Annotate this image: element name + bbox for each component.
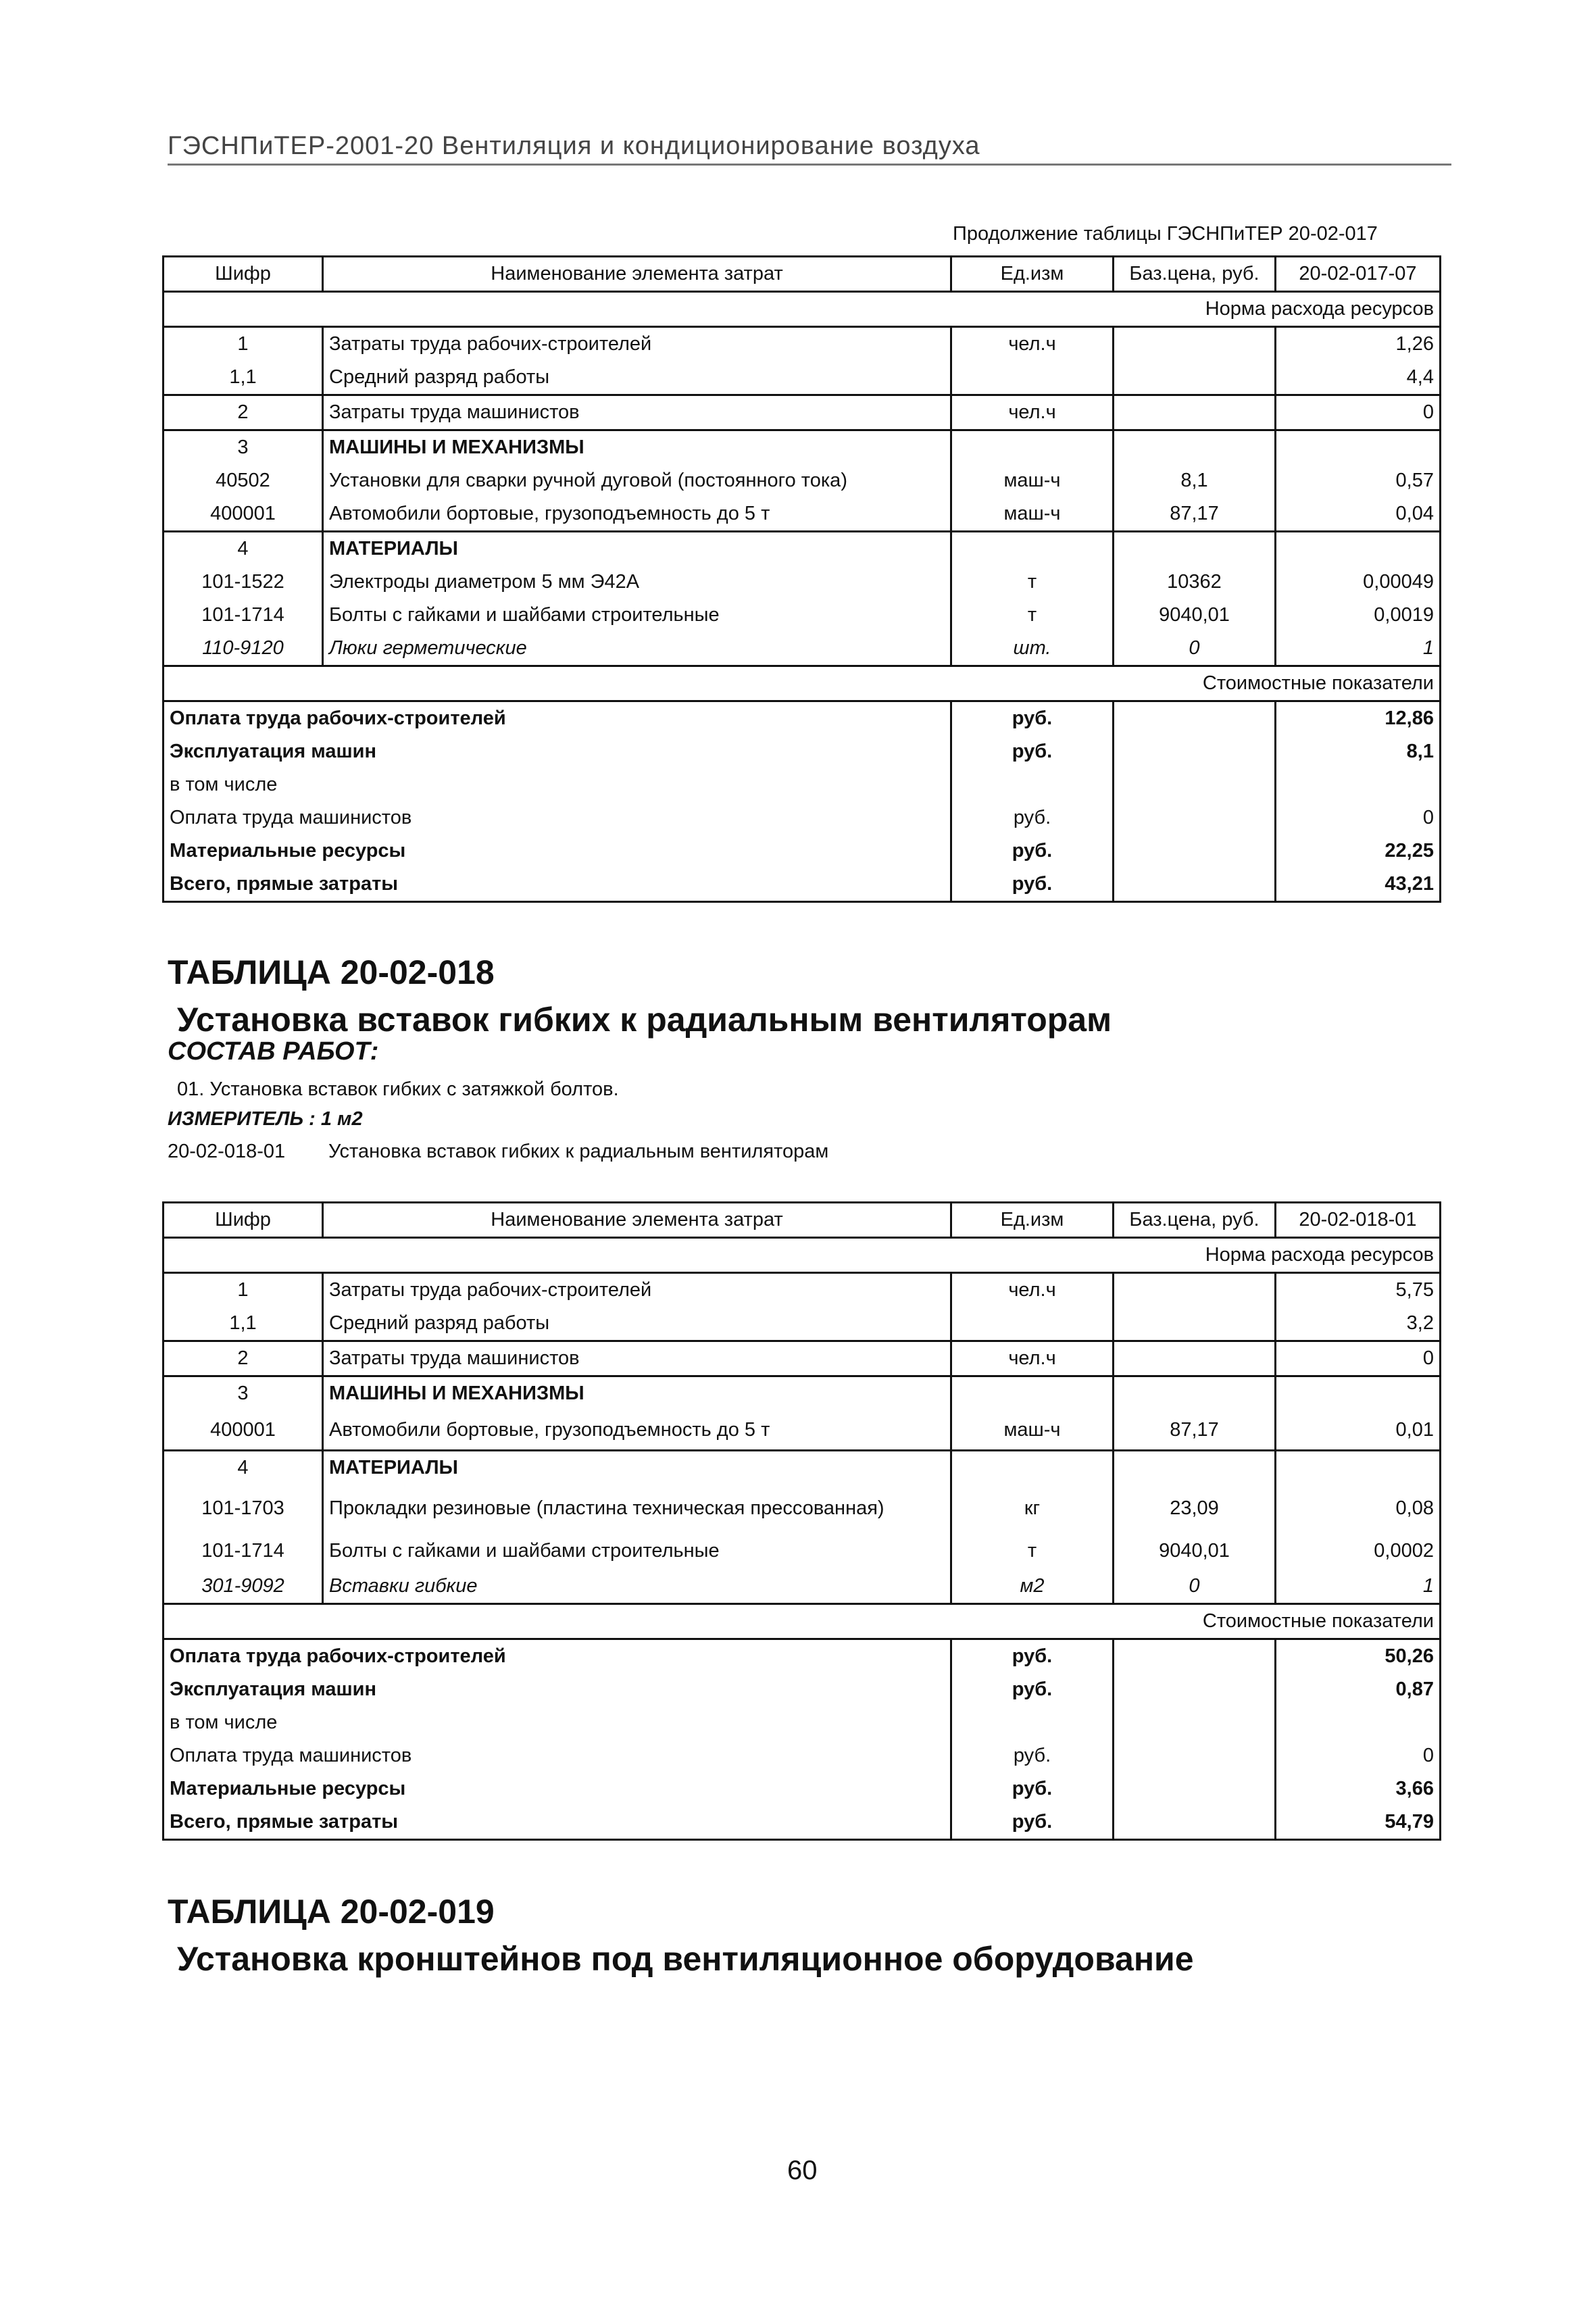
row-unit: маш-ч	[951, 464, 1114, 497]
header-price: Баз.цена, руб.	[1114, 1203, 1276, 1238]
table-row	[164, 1307, 1441, 1341]
section-row-norm	[164, 292, 1441, 327]
row-price	[1114, 430, 1276, 465]
row-value: 0,0019	[1276, 599, 1441, 632]
row-unit: чел.ч	[951, 395, 1114, 430]
row-value	[1276, 430, 1441, 465]
row-name: МАШИНЫ И МЕХАНИЗМЫ	[323, 1376, 951, 1411]
cost-value: 22,25	[1276, 835, 1441, 868]
row-value: 0	[1276, 1341, 1441, 1376]
row-name: Болты с гайками и шайбами строительные	[323, 1532, 951, 1570]
table2-rows	[164, 1273, 1441, 1604]
table1-costs	[164, 701, 1441, 902]
cost-row	[164, 1639, 1441, 1674]
cost-unit	[951, 768, 1114, 801]
cost-value: 0	[1276, 801, 1441, 835]
table-row	[164, 497, 1441, 532]
row-unit: м2	[951, 1570, 1114, 1604]
header-code: Шифр	[164, 1203, 323, 1238]
table-row	[164, 1485, 1441, 1532]
row-unit: кг	[951, 1485, 1114, 1532]
cost-name: Эксплуатация машин	[164, 735, 951, 768]
row-name: Прокладки резиновые (пластина техническая прессованная)	[323, 1485, 951, 1532]
cost-name: Оплата труда рабочих-строителей	[164, 1639, 951, 1674]
cost-value: 0,87	[1276, 1673, 1441, 1706]
row-price	[1114, 1341, 1276, 1376]
row-name: Люки герметические	[323, 632, 951, 666]
table-row	[164, 1532, 1441, 1570]
row-price: 9040,01	[1114, 1532, 1276, 1570]
row-code: 101-1703	[164, 1485, 323, 1532]
row-code: 400001	[164, 497, 323, 532]
cost-unit: руб.	[951, 1673, 1114, 1706]
cost-unit: руб.	[951, 1639, 1114, 1674]
row-value: 0,00049	[1276, 566, 1441, 599]
page-number: 60	[787, 2156, 818, 2185]
row-unit: чел.ч	[951, 1273, 1114, 1308]
row-value	[1276, 1451, 1441, 1485]
table-row	[164, 1341, 1441, 1376]
row-name: Затраты труда машинистов	[323, 395, 951, 430]
row-code: 101-1714	[164, 599, 323, 632]
cost-value: 43,21	[1276, 868, 1441, 902]
table-title-20-02-019: ТАБЛИЦА 20-02-019	[168, 1893, 495, 1931]
section-norm-label: Норма расхода ресурсов	[164, 292, 1441, 327]
row-price	[1114, 327, 1276, 362]
cost-value: 8,1	[1276, 735, 1441, 768]
table-title-20-02-018: ТАБЛИЦА 20-02-018	[168, 953, 495, 991]
row-unit: чел.ч	[951, 1341, 1114, 1376]
row-price: 87,17	[1114, 1410, 1276, 1451]
cost-unit: руб.	[951, 801, 1114, 835]
row-code: 1	[164, 327, 323, 362]
cost-value: 3,66	[1276, 1772, 1441, 1806]
cost-row	[164, 735, 1441, 768]
section-cost-label: Стоимостные показатели	[164, 1604, 1441, 1639]
cost-row	[164, 868, 1441, 902]
cost-value: 54,79	[1276, 1806, 1441, 1840]
row-price	[1114, 395, 1276, 430]
cost-value: 0	[1276, 1739, 1441, 1772]
cost-unit	[951, 1706, 1114, 1739]
norm-name: Установка вставок гибких к радиальным вентиляторам	[328, 1141, 829, 1162]
table-row	[164, 1570, 1441, 1604]
row-name: Средний разряд работы	[323, 361, 951, 395]
cost-unit: руб.	[951, 868, 1114, 902]
cost-name: в том числе	[164, 768, 951, 801]
cost-value: 12,86	[1276, 701, 1441, 736]
row-name: Вставки гибкие	[323, 1570, 951, 1604]
row-unit	[951, 1451, 1114, 1485]
cost-row	[164, 1739, 1441, 1772]
section-row-norm	[164, 1238, 1441, 1273]
resource-table-20-02-018	[162, 1201, 1441, 1841]
table1-rows	[164, 327, 1441, 666]
cost-name: Оплата труда машинистов	[164, 1739, 951, 1772]
cost-name: Эксплуатация машин	[164, 1673, 951, 1706]
row-code: 3	[164, 1376, 323, 1411]
work-item: 01. Установка вставок гибких с затяжкой болтов.	[177, 1078, 619, 1100]
row-unit: т	[951, 1532, 1114, 1570]
row-code: 2	[164, 1341, 323, 1376]
row-name: Затраты труда рабочих-строителей	[323, 327, 951, 362]
table-row	[164, 566, 1441, 599]
row-unit	[951, 1376, 1114, 1411]
cost-name: Оплата труда рабочих-строителей	[164, 701, 951, 736]
row-code: 4	[164, 1451, 323, 1485]
cost-row	[164, 768, 1441, 801]
row-value: 3,2	[1276, 1307, 1441, 1341]
cost-name: Оплата труда машинистов	[164, 801, 951, 835]
row-value: 0,57	[1276, 464, 1441, 497]
row-unit: т	[951, 599, 1114, 632]
row-code: 1,1	[164, 361, 323, 395]
cost-name: Всего, прямые затраты	[164, 1806, 951, 1840]
cost-value	[1276, 1706, 1441, 1739]
row-price	[1114, 1273, 1276, 1308]
header-name: Наименование элемента затрат	[323, 257, 951, 292]
table-continuation-note: Продолжение таблицы ГЭСНПиТЕР 20-02-017	[953, 223, 1378, 245]
row-name: Болты с гайками и шайбами строительные	[323, 599, 951, 632]
table-row	[164, 464, 1441, 497]
header-norm-code: 20-02-018-01	[1276, 1203, 1441, 1238]
row-code: 1,1	[164, 1307, 323, 1341]
table-row	[164, 1451, 1441, 1485]
row-value: 0,0002	[1276, 1532, 1441, 1570]
row-price: 87,17	[1114, 497, 1276, 532]
row-code: 301-9092	[164, 1570, 323, 1604]
row-name: Автомобили бортовые, грузоподъемность до 5 т	[323, 497, 951, 532]
work-composition-label: СОСТАВ РАБОТ:	[168, 1037, 379, 1066]
row-value: 0,04	[1276, 497, 1441, 532]
row-price: 23,09	[1114, 1485, 1276, 1532]
row-name: Затраты труда машинистов	[323, 1341, 951, 1376]
row-name: МАТЕРИАЛЫ	[323, 1451, 951, 1485]
row-value: 0,01	[1276, 1410, 1441, 1451]
row-value	[1276, 1376, 1441, 1411]
table-header-row	[164, 1203, 1441, 1238]
row-unit: чел.ч	[951, 327, 1114, 362]
cost-row	[164, 1673, 1441, 1706]
cost-unit: руб.	[951, 701, 1114, 736]
section-row-cost	[164, 666, 1441, 701]
table-subtitle-20-02-019: Установка кронштейнов под вентиляционное оборудование	[177, 1940, 1194, 1978]
row-value: 0,08	[1276, 1485, 1441, 1532]
row-code: 2	[164, 395, 323, 430]
table-header-row	[164, 257, 1441, 292]
row-price: 10362	[1114, 566, 1276, 599]
table2-costs	[164, 1639, 1441, 1840]
cost-unit: руб.	[951, 735, 1114, 768]
cost-unit: руб.	[951, 1772, 1114, 1806]
row-code: 400001	[164, 1410, 323, 1451]
row-unit: т	[951, 566, 1114, 599]
table-row	[164, 632, 1441, 666]
row-price	[1114, 532, 1276, 566]
row-value: 0	[1276, 395, 1441, 430]
section-cost-label: Стоимостные показатели	[164, 666, 1441, 701]
row-price	[1114, 1376, 1276, 1411]
section-row-cost	[164, 1604, 1441, 1639]
cost-row	[164, 701, 1441, 736]
row-code: 1	[164, 1273, 323, 1308]
row-price: 0	[1114, 632, 1276, 666]
row-name: Затраты труда рабочих-строителей	[323, 1273, 951, 1308]
row-value	[1276, 532, 1441, 566]
header-unit: Ед.изм	[951, 1203, 1114, 1238]
table-row	[164, 1410, 1441, 1451]
row-name: Автомобили бортовые, грузоподъемность до 5 т	[323, 1410, 951, 1451]
resource-table-20-02-017	[162, 255, 1441, 903]
row-price: 9040,01	[1114, 599, 1276, 632]
row-name: Электроды диаметром 5 мм Э42А	[323, 566, 951, 599]
row-code: 4	[164, 532, 323, 566]
row-code: 101-1522	[164, 566, 323, 599]
row-price	[1114, 1307, 1276, 1341]
row-value: 1	[1276, 1570, 1441, 1604]
row-price	[1114, 1451, 1276, 1485]
cost-row	[164, 1772, 1441, 1806]
row-unit: шт.	[951, 632, 1114, 666]
row-price: 8,1	[1114, 464, 1276, 497]
cost-row	[164, 1706, 1441, 1739]
cost-value	[1276, 768, 1441, 801]
table-subtitle-20-02-018: Установка вставок гибких к радиальным вентиляторам	[177, 1001, 1112, 1039]
running-header: ГЭСНПиТЕР-2001-20 Вентиляция и кондиционирование воздуха	[168, 132, 1451, 166]
cost-name: Всего, прямые затраты	[164, 868, 951, 902]
table-row	[164, 532, 1441, 566]
row-value: 1	[1276, 632, 1441, 666]
row-value: 1,26	[1276, 327, 1441, 362]
cost-row	[164, 835, 1441, 868]
header-unit: Ед.изм	[951, 257, 1114, 292]
row-unit: маш-ч	[951, 497, 1114, 532]
table-row	[164, 327, 1441, 362]
header-code: Шифр	[164, 257, 323, 292]
cost-unit: руб.	[951, 1739, 1114, 1772]
row-unit	[951, 532, 1114, 566]
table-row	[164, 395, 1441, 430]
row-unit	[951, 1307, 1114, 1341]
table-row	[164, 599, 1441, 632]
row-value: 4,4	[1276, 361, 1441, 395]
row-code: 40502	[164, 464, 323, 497]
measure-unit: ИЗМЕРИТЕЛЬ : 1 м2	[168, 1108, 363, 1130]
table-row	[164, 430, 1441, 465]
header-price: Баз.цена, руб.	[1114, 257, 1276, 292]
header-norm-code: 20-02-017-07	[1276, 257, 1441, 292]
header-name: Наименование элемента затрат	[323, 1203, 951, 1238]
table-row	[164, 361, 1441, 395]
table-row	[164, 1273, 1441, 1308]
cost-name: Материальные ресурсы	[164, 1772, 951, 1806]
cost-name: Материальные ресурсы	[164, 835, 951, 868]
row-code: 101-1714	[164, 1532, 323, 1570]
row-name: МАШИНЫ И МЕХАНИЗМЫ	[323, 430, 951, 465]
row-price: 0	[1114, 1570, 1276, 1604]
row-value: 5,75	[1276, 1273, 1441, 1308]
cost-name: в том числе	[164, 1706, 951, 1739]
cost-row	[164, 1806, 1441, 1840]
cost-unit: руб.	[951, 835, 1114, 868]
row-unit: маш-ч	[951, 1410, 1114, 1451]
row-price	[1114, 361, 1276, 395]
row-name: МАТЕРИАЛЫ	[323, 532, 951, 566]
row-name: Установки для сварки ручной дуговой (постоянного тока)	[323, 464, 951, 497]
cost-value: 50,26	[1276, 1639, 1441, 1674]
row-unit	[951, 430, 1114, 465]
row-code: 3	[164, 430, 323, 465]
norm-code: 20-02-018-01	[168, 1141, 286, 1162]
table-row	[164, 1376, 1441, 1411]
row-code: 110-9120	[164, 632, 323, 666]
section-norm-label: Норма расхода ресурсов	[164, 1238, 1441, 1273]
row-name: Средний разряд работы	[323, 1307, 951, 1341]
cost-unit: руб.	[951, 1806, 1114, 1840]
row-unit	[951, 361, 1114, 395]
cost-row	[164, 801, 1441, 835]
